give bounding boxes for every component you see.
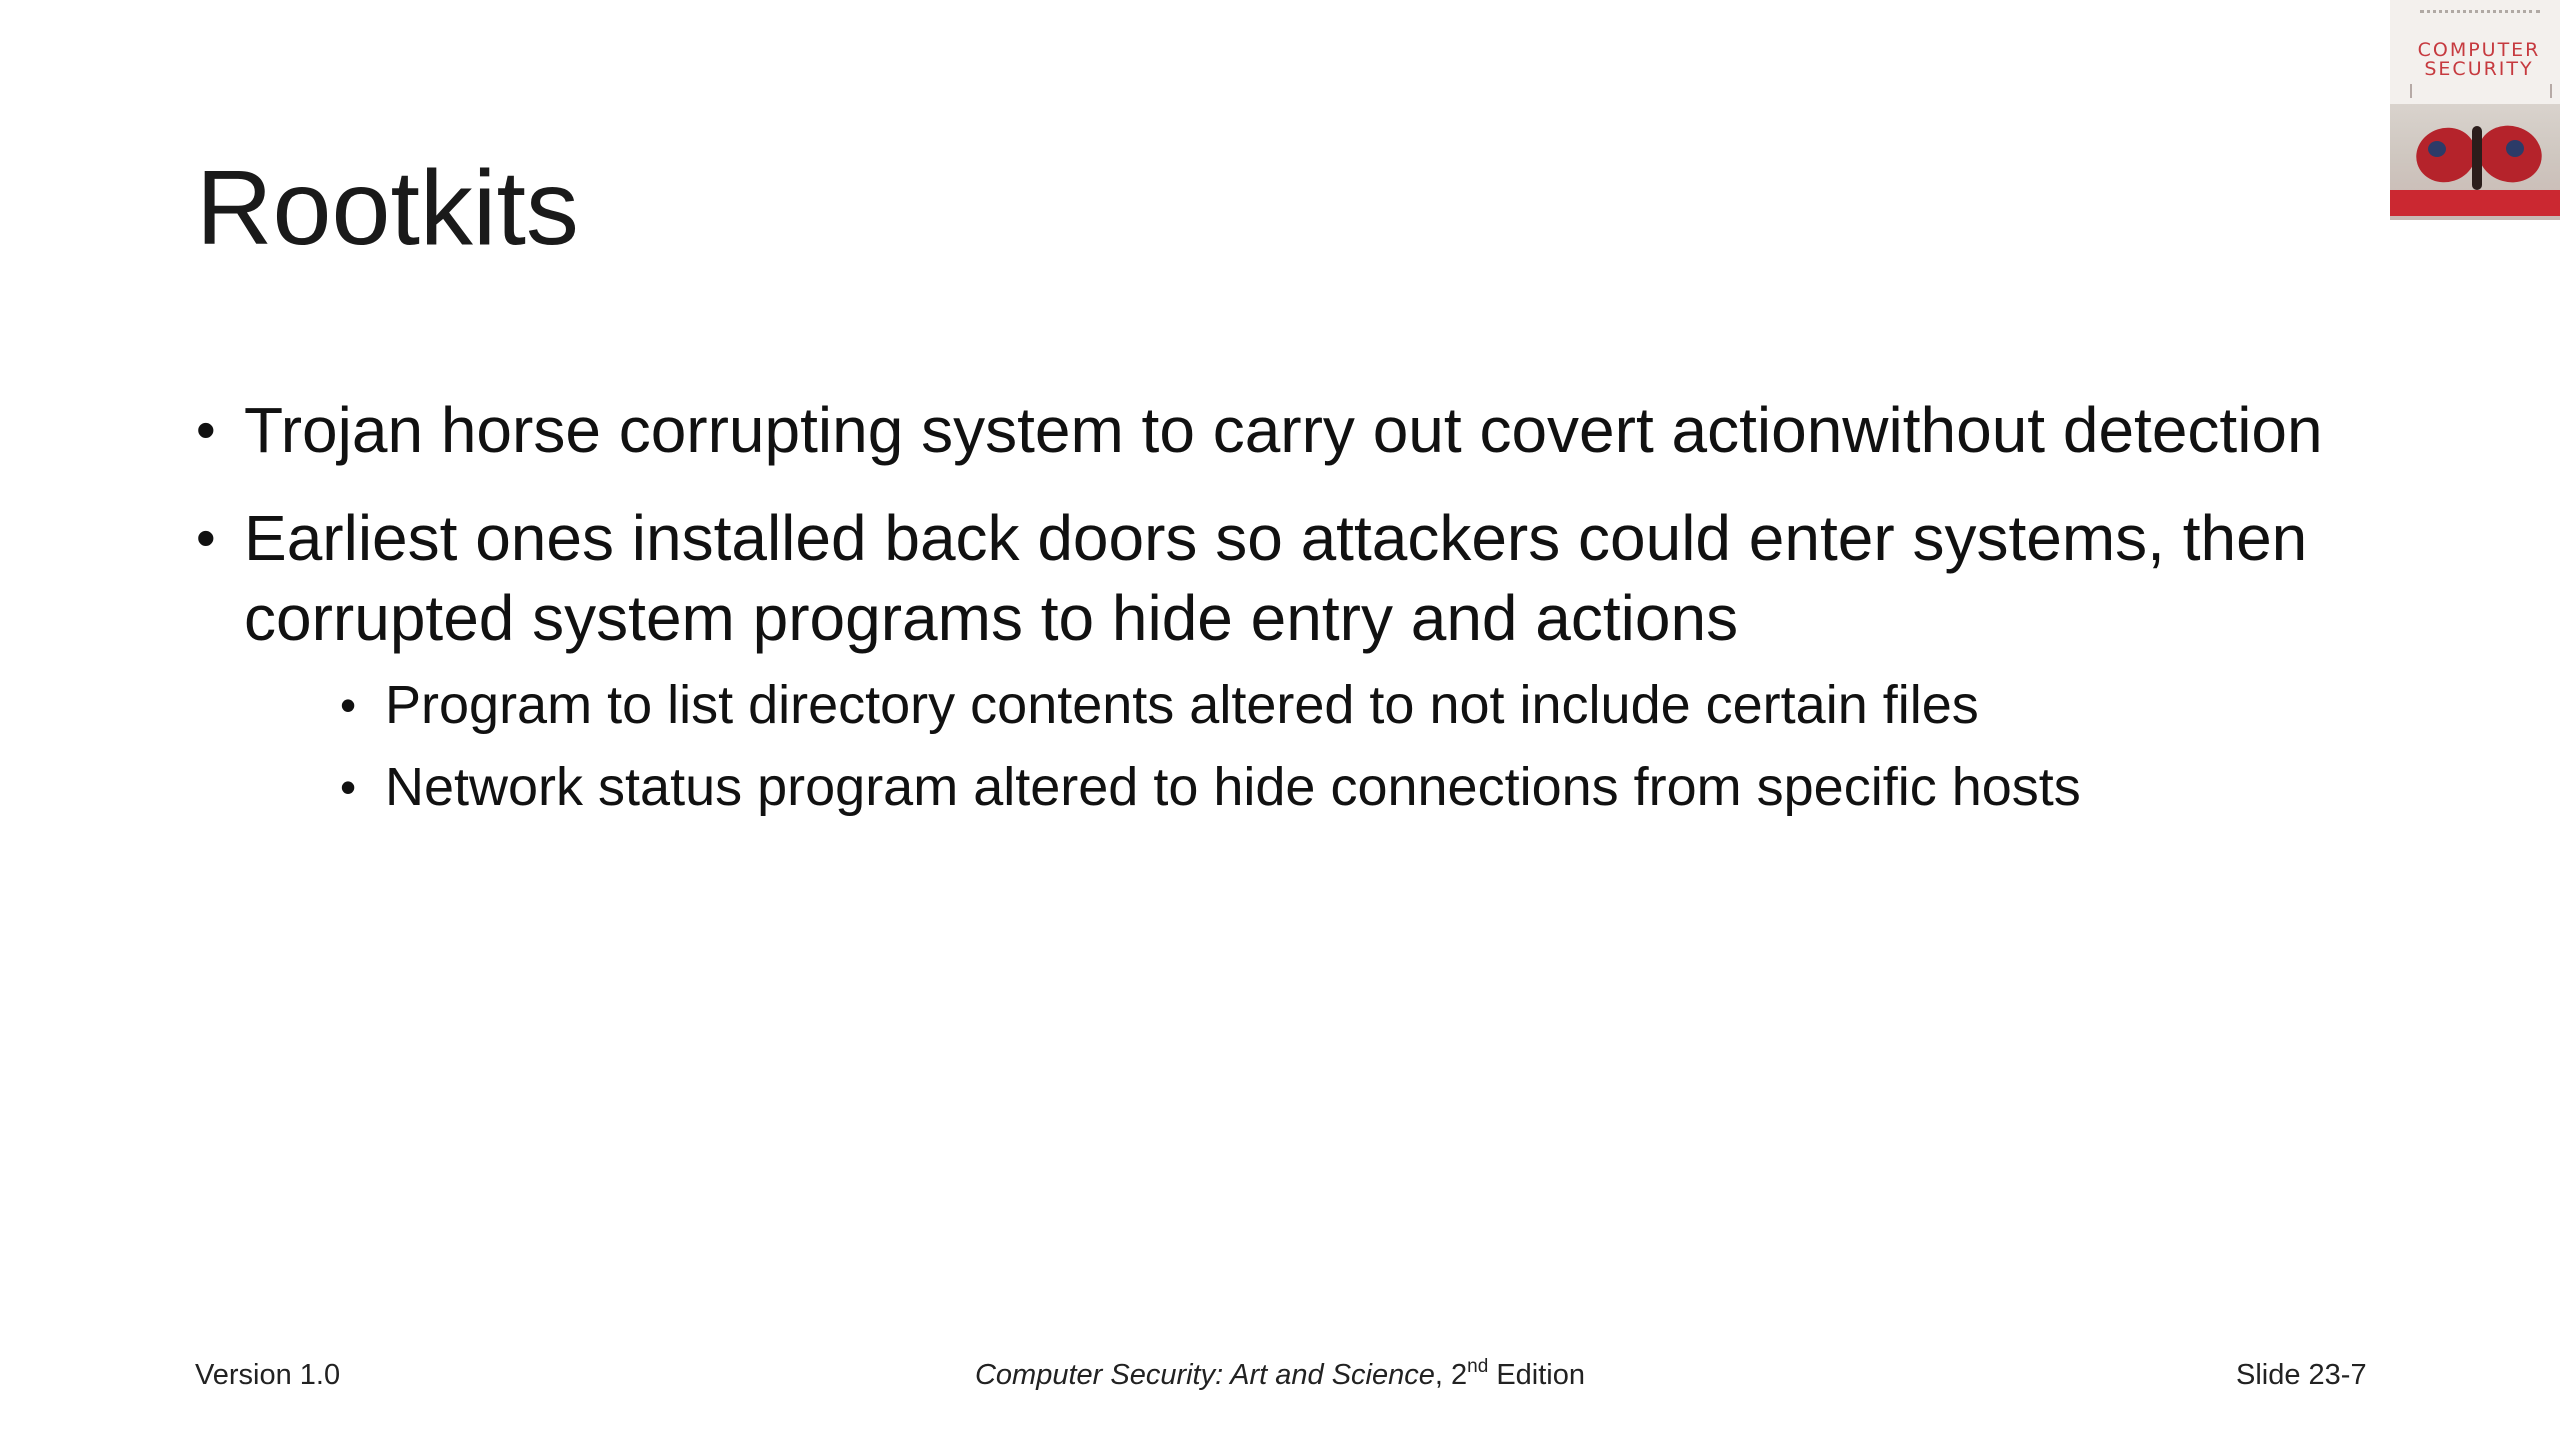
bullet-text: Earliest ones installed back doors so attackers could enter systems, then corrupted system programs to hide entry and actions	[244, 502, 2308, 654]
sub-bullet-item: • Network status program altered to hide connections from specific hosts	[340, 746, 2366, 828]
butterfly-body	[2472, 126, 2482, 190]
footer-book-title	[0, 1355, 2560, 1395]
footer-book-name: Computer Security: Art and Science	[974, 1359, 1435, 1391]
book-cover-line-2: SECURITY	[2424, 58, 2534, 80]
footer-version: Version 1.0	[195, 1359, 341, 1391]
book-cover-line-1: COMPUTER	[2417, 39, 2541, 61]
footer-edition-suffix: Edition	[1488, 1359, 1586, 1391]
bullet-item	[196, 498, 2366, 828]
book-cover-author-band	[2390, 190, 2560, 216]
footer-edition-sep: , 2	[1434, 1359, 1468, 1391]
bullet-item	[196, 390, 2366, 470]
butterfly-eyespot-right	[2506, 140, 2524, 157]
sub-bullet-item: • Program to list directory contents altered to not include certain files	[340, 664, 2366, 746]
slide-content	[196, 390, 2366, 856]
butterfly-eyespot-left	[2428, 141, 2446, 157]
book-cover-image	[2390, 0, 2560, 220]
sub-bullet-list	[340, 664, 2366, 828]
edition-dots	[2420, 10, 2540, 17]
footer-slide-number: Slide 23-7	[2236, 1359, 2367, 1391]
slide-title: Rootkits	[196, 149, 579, 267]
bullet-text: Trojan horse corrupting system to carry out covert actionwithout detection	[244, 394, 2323, 466]
book-cover-subtitle-bracket	[2410, 84, 2552, 98]
footer-edition-sup: nd	[1467, 1356, 1489, 1377]
